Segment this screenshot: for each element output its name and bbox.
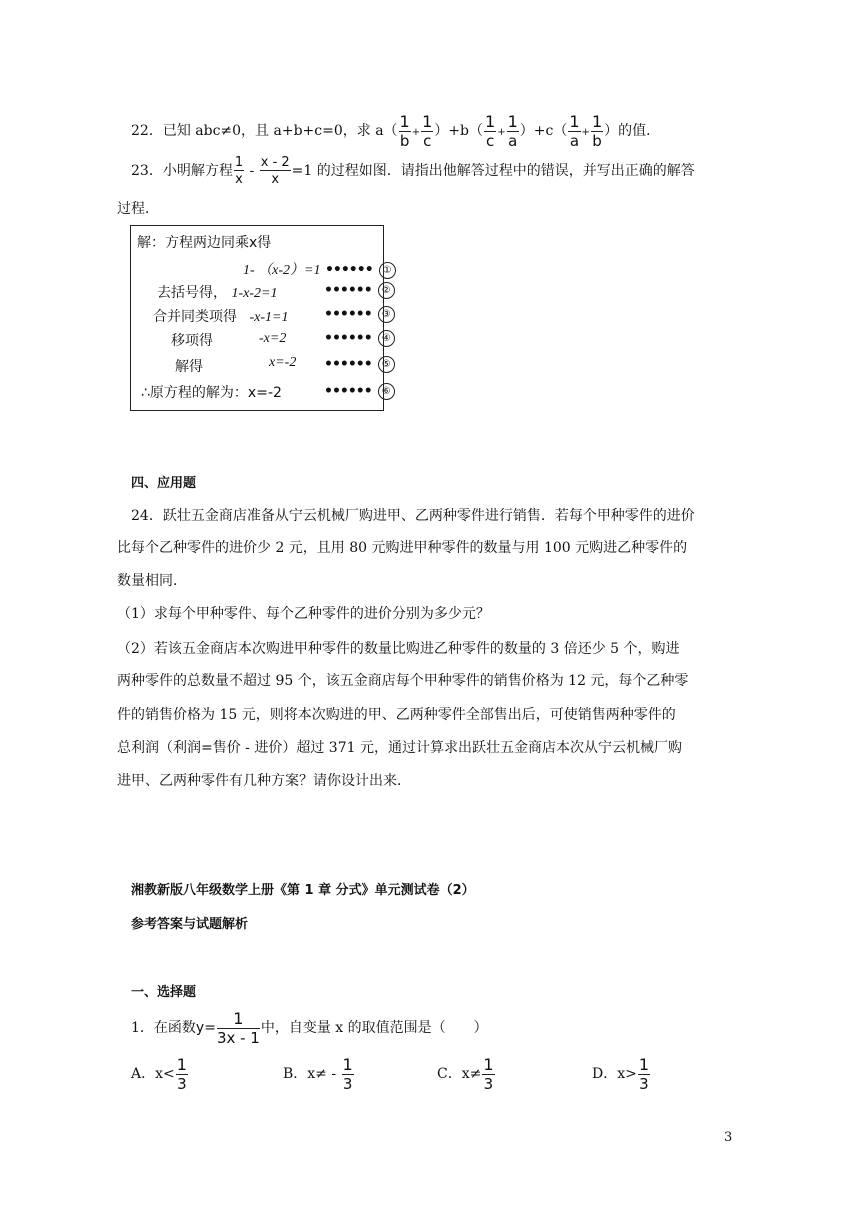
solution-title: 解：方程两边同乘x得: [137, 235, 272, 251]
question-22: 22．已知 abc≠0，且 a+b+c=0，求 a（ $\frac{1}{b}$ + $\frac{1}{c}$ ）+b（ $\frac{1}{c}$ + $\frac{1}{a}$ ）+c（ $\frac{1}{a}$ + $\frac{1}{b}$ ）的值．: [131, 111, 661, 150]
solution-row-3-marker: •••••• ③: [324, 306, 395, 323]
solution-row-4: 移项得: [171, 333, 213, 349]
solution-row-1: 1- （x-2）=1 •••••• ①: [243, 259, 396, 279]
q24-line-7: 件的销售价格为 15 元，则将本次购进的甲、乙两种零件全部售出后，可使销售两种零件的: [117, 707, 676, 723]
q22-fraction-2: $\frac{1}{c}$: [422, 111, 433, 150]
q24-line-2: 比每个乙种零件的进价少 2 元，且用 80 元购进甲种零件的数量与用 100 元购进乙种零件的: [117, 540, 688, 556]
option-d[interactable]: D．x> $\frac{1}{3}$: [592, 1054, 650, 1093]
q23-prefix: 23．小明解方程: [131, 163, 233, 179]
q24-line-4: （1）求每个甲种零件、每个乙种零件的进价分别为多少元？: [117, 606, 490, 622]
q22-fraction-4: $\frac{1}{a}$: [507, 111, 518, 150]
q23-line-2: 过程．: [117, 201, 159, 217]
q24-line-6: 两种零件的总数量不超过 95 个，该五金商店每个甲种零件的销售价格为 12 元，每个乙种零: [117, 673, 689, 689]
q23-fraction-1: $\frac{1}{x}$: [234, 155, 244, 187]
option-a[interactable]: A．x< $\frac{1}{3}$: [131, 1054, 187, 1093]
question-1: 1．在函数y= $\frac{1}{3x - 1}$ 中，自变量 x 的取值范围是（ ）: [131, 1008, 488, 1047]
section-heading-4: 四、应用题: [131, 476, 197, 491]
q24-line-5: （2）若该五金商店本次购进甲种零件的数量比购进乙种零件的数量的 3 倍还少 5 个，购进: [117, 641, 680, 657]
answer-title: 湘教新版八年级数学上册《第 1 章 分式》单元测试卷（2）: [131, 883, 475, 898]
option-c[interactable]: C．x≠ $\frac{1}{3}$: [437, 1054, 494, 1093]
q24-line-9: 进甲、乙两种零件有几种方案？请你设计出来．: [117, 773, 411, 789]
question-23: 23．小明解方程 $\frac{1}{x}$ - $\frac{x - 2}{x}$ =1 的过程如图．请指出他解答过程中的错误，并写出正确的解答: [131, 155, 695, 187]
q22-fraction-5: $\frac{1}{a}$: [569, 111, 580, 150]
q24-line-8: 总利润（利润=售价 - 进价）超过 371 元，通过计算求出跃壮五金商店本次从宁云机械厂购: [117, 740, 682, 756]
page-number: 3: [724, 1130, 733, 1145]
solution-row-5: 解得: [175, 359, 203, 375]
q1-fraction: $\frac{1}{3x - 1}$: [216, 1008, 260, 1047]
q23-fraction-2: $\frac{x - 2}{x}$: [260, 155, 290, 187]
section-heading-1: 一、选择题: [131, 985, 197, 1000]
solution-row-2: 去括号得， 1-x-2=1: [157, 285, 278, 301]
solution-row-3: 合并同类项得 -x-1=1: [153, 309, 289, 325]
option-b-fraction: $\frac{1}{3}$: [342, 1054, 353, 1093]
q22-fraction-3: $\frac{1}{c}$: [485, 111, 496, 150]
solution-row-2-marker: •••••• ②: [324, 282, 395, 299]
solution-row-4-marker: •••••• ④: [324, 330, 395, 347]
q22-prefix: 22．已知 abc≠0，且 a+b+c=0，求 a（: [131, 123, 398, 139]
option-c-fraction: $\frac{1}{3}$: [483, 1054, 494, 1093]
option-b[interactable]: B．x≠ - $\frac{1}{3}$: [283, 1054, 353, 1093]
solution-row-5-marker: •••••• ⑤: [324, 356, 395, 373]
solution-row-4-eq: -x=2: [259, 331, 287, 346]
q22-fraction-1: $\frac{1}{b}$: [399, 111, 410, 150]
q24-line-3: 数量相同．: [117, 573, 187, 589]
solution-row-6: ∴原方程的解为：x=-2: [141, 385, 282, 401]
q24-line-1: 24．跃壮五金商店准备从宁云机械厂购进甲、乙两种零件进行销售．若每个甲种零件的进价: [131, 508, 695, 524]
q22-fraction-6: $\frac{1}{b}$: [591, 111, 603, 150]
solution-box: [130, 225, 392, 411]
solution-row-6-marker: •••••• ⑥: [324, 383, 395, 400]
option-d-fraction: $\frac{1}{3}$: [638, 1054, 650, 1093]
answer-subtitle: 参考答案与试题解析: [131, 917, 249, 932]
option-a-fraction: $\frac{1}{3}$: [176, 1054, 187, 1093]
solution-row-5-eq: x=-2: [269, 355, 297, 370]
